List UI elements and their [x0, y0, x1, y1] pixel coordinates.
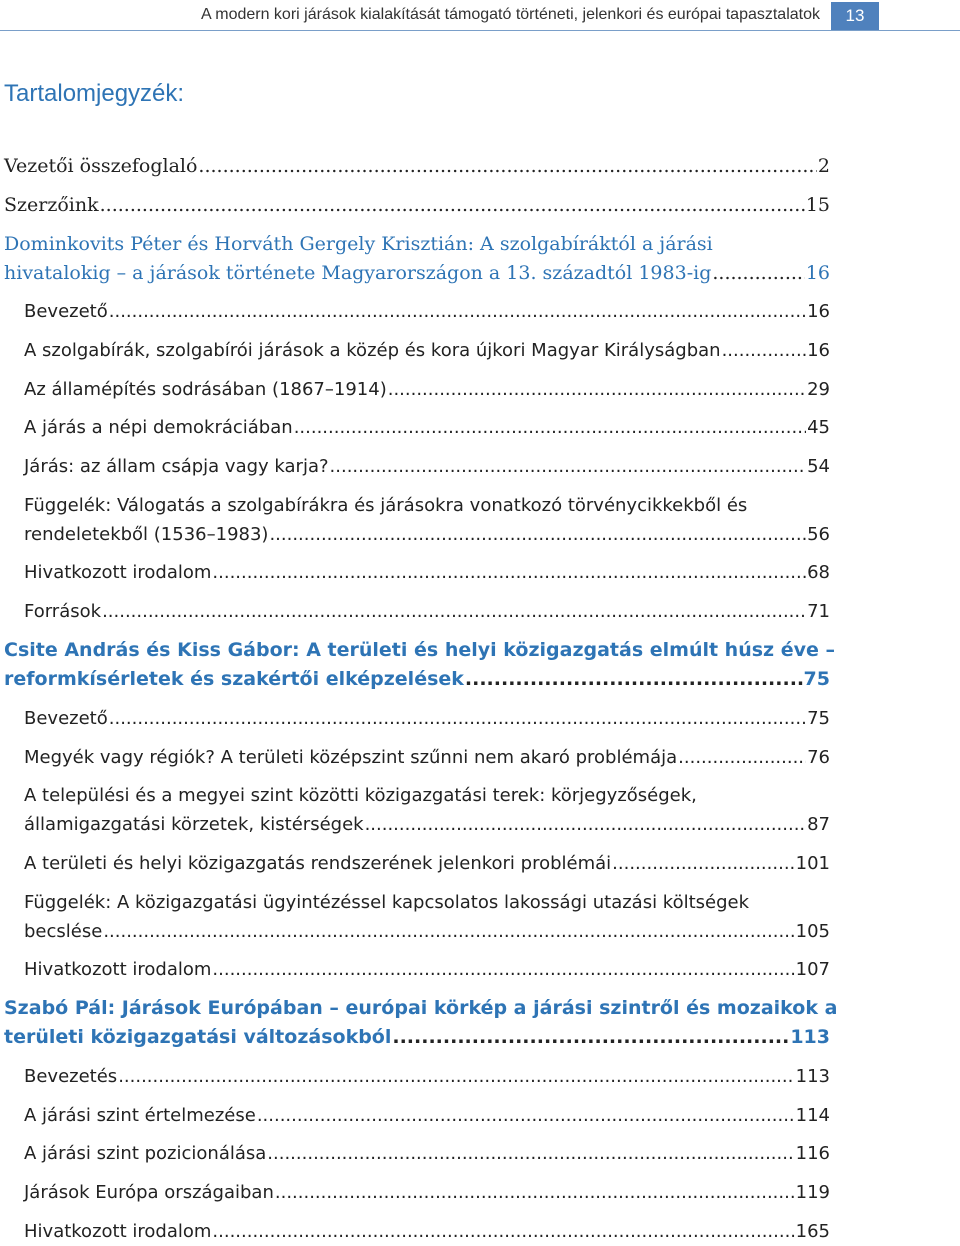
dot-leader	[118, 1062, 794, 1091]
toc-entry[interactable]	[24, 743, 830, 772]
toc-entry[interactable]	[4, 152, 830, 181]
toc-entry[interactable]	[24, 375, 830, 404]
toc-entry-title-line: reformkísérletek és szakértői elképzelések	[4, 668, 464, 690]
dot-leader	[103, 917, 794, 946]
toc-entry-last-line	[4, 665, 830, 694]
dot-leader	[722, 336, 807, 365]
toc-entry[interactable]	[24, 781, 830, 839]
toc-entry-last-line	[24, 1139, 830, 1168]
toc-entry-page-number: 71	[807, 601, 830, 622]
toc-entry[interactable]	[24, 413, 830, 442]
toc-entry[interactable]	[24, 558, 830, 587]
dot-leader	[198, 152, 816, 181]
toc-entry-page-number: 15	[805, 194, 830, 216]
toc-entry-page-number: 68	[807, 562, 830, 583]
toc-entry-last-line	[24, 1101, 830, 1130]
toc-entry-title-line: A területi és helyi közigazgatás rendszerének jelenkori problémái	[24, 853, 612, 874]
toc-entry-title-line: Bevezető	[24, 301, 108, 322]
toc-entry-title-line: Szabó Pál: Járások Európában – európai körkép a járási szintről és mozaikok a	[4, 997, 838, 1019]
toc-entry-last-line	[24, 955, 830, 984]
toc-entry-last-line	[24, 1178, 830, 1207]
toc-entry-title-line: hivatalokig – a járások története Magyarországon a 13. századtól 1983-ig	[4, 262, 712, 284]
toc-entry-title-line: Bevezetés	[24, 1066, 118, 1087]
dot-leader	[257, 1101, 795, 1130]
dot-leader	[109, 297, 806, 326]
toc-entry-title-line: A járás a népi demokráciában	[24, 417, 293, 438]
toc-entry[interactable]	[24, 849, 830, 878]
toc-entry[interactable]	[24, 452, 830, 481]
toc-entry-title-line: Járás: az állam csápja vagy karja?	[24, 456, 329, 477]
toc-entry[interactable]	[4, 994, 838, 1052]
toc-entry-page-number: 56	[807, 524, 830, 545]
toc-entry-page-number: 87	[807, 814, 830, 835]
toc-entry[interactable]	[24, 491, 830, 549]
toc-entry[interactable]	[24, 297, 830, 326]
header-rule	[0, 30, 960, 31]
toc-entry-page-number: 165	[795, 1221, 830, 1242]
toc-entry-last-line	[24, 558, 830, 587]
toc-entry-title-line: A szolgabírák, szolgabírói járások a közép és kora újkori Magyar Királyságban	[24, 340, 721, 361]
toc-entry-page-number: 75	[807, 708, 830, 729]
toc-entry-title-line: Az államépítés sodrásában (1867–1914)	[24, 379, 387, 400]
toc-entry-last-line	[24, 375, 830, 404]
toc-entry-title-line: területi közigazgatási változásokból	[4, 1026, 392, 1048]
toc-entry-page-number: 29	[807, 379, 830, 400]
toc-entry[interactable]	[24, 1139, 830, 1168]
toc-entry-title-line: Hivatkozott irodalom	[24, 562, 212, 583]
toc-entry-last-line	[24, 1062, 830, 1091]
toc-entry[interactable]	[24, 1062, 830, 1091]
toc-entry-last-line	[4, 1023, 830, 1052]
toc-entry[interactable]	[24, 597, 830, 626]
toc-entry-title-line: Megyék vagy régiók? A területi középszint szűnni nem akaró problémája	[24, 747, 678, 768]
toc-entry-title-line: A járási szint pozicionálása	[24, 1143, 267, 1164]
toc-entry-last-line	[24, 336, 830, 365]
dot-leader	[294, 413, 806, 442]
toc-entry-last-line	[4, 191, 830, 220]
toc-entry-page-number: 113	[790, 1026, 830, 1048]
toc-entry-last-line	[24, 917, 830, 946]
toc-entry[interactable]	[4, 191, 830, 220]
toc-entry[interactable]	[24, 1101, 830, 1130]
toc-entry-page-number: 119	[795, 1182, 830, 1203]
toc-entry-title-line: Függelék: A közigazgatási ügyintézéssel kapcsolatos lakossági utazási költségek	[24, 892, 750, 913]
toc-entry-title-line: Bevezető	[24, 708, 108, 729]
dot-leader	[678, 743, 806, 772]
toc-entry-title-line: Hivatkozott irodalom	[24, 959, 212, 980]
toc-entry-last-line	[24, 452, 830, 481]
toc-entry-title-line: Függelék: Válogatás a szolgabírákra és járásokra vonatkozó törvénycikkekből és	[24, 495, 748, 516]
dot-leader	[109, 704, 806, 733]
dot-leader	[365, 810, 807, 839]
toc-entry-last-line	[24, 297, 830, 326]
toc-entry-title-line: Hivatkozott irodalom	[24, 1221, 212, 1242]
toc-entry[interactable]	[24, 888, 830, 946]
toc-entry-page-number: 114	[795, 1105, 830, 1126]
toc-entry-title-line: becslése	[24, 921, 103, 942]
toc-entry[interactable]	[24, 955, 830, 984]
dot-leader	[330, 452, 807, 481]
toc-entry-title-line: rendeletekből (1536–1983)	[24, 524, 269, 545]
toc-entry[interactable]	[24, 1178, 830, 1207]
toc-entry-page-number: 76	[807, 747, 830, 768]
dot-leader	[269, 520, 806, 549]
toc-entry-last-line	[24, 849, 830, 878]
toc-entry[interactable]	[24, 1217, 830, 1246]
toc-entry[interactable]	[24, 704, 830, 733]
toc-entry-title-line: államigazgatási körzetek, kistérségek	[24, 814, 364, 835]
dot-leader	[712, 259, 804, 288]
dot-leader	[392, 1023, 789, 1052]
toc-entry-page-number: 16	[807, 340, 830, 361]
dot-leader	[612, 849, 794, 878]
toc-entry[interactable]	[24, 336, 830, 365]
toc-entry-page-number: 105	[795, 921, 830, 942]
toc-entry-page-number: 45	[807, 417, 830, 438]
toc-entry-page-number: 107	[795, 959, 830, 980]
toc-entry-last-line	[24, 704, 830, 733]
toc-entry-last-line	[4, 259, 830, 288]
dot-leader	[388, 375, 806, 404]
toc-entry-last-line	[24, 520, 830, 549]
toc-entry-title-line: Dominkovits Péter és Horváth Gergely Krisztián: A szolgabíráktól a járási	[4, 233, 713, 255]
toc-entry-title-line: Források	[24, 601, 102, 622]
running-header	[0, 0, 960, 36]
toc-entry-title-line: Szerzőink	[4, 194, 99, 216]
toc-entry-page-number: 2	[817, 155, 830, 177]
dot-leader	[212, 1217, 794, 1246]
dot-leader	[275, 1178, 795, 1207]
toc-entry-title-line: A járási szint értelmezése	[24, 1105, 256, 1126]
toc-entry-last-line	[24, 413, 830, 442]
toc-entry-page-number: 54	[807, 456, 830, 477]
toc-entry-title-line: Járások Európa országaiban	[24, 1182, 274, 1203]
toc-entry-page-number: 101	[795, 853, 830, 874]
dot-leader	[212, 955, 794, 984]
toc-entry-page-number: 75	[803, 668, 830, 690]
toc-entry-last-line	[24, 810, 830, 839]
dot-leader	[100, 191, 805, 220]
toc-entry-page-number: 16	[807, 301, 830, 322]
dot-leader	[267, 1139, 794, 1168]
toc-entry-last-line	[4, 152, 830, 181]
dot-leader	[465, 665, 803, 694]
page-number-badge: 13	[831, 2, 879, 30]
toc-entry-last-line	[24, 1217, 830, 1246]
toc-entry-page-number: 16	[805, 262, 830, 284]
toc-entry-title-line: Vezetői összefoglaló	[4, 155, 198, 177]
toc-entry-page-number: 113	[795, 1066, 830, 1087]
toc-entry-page-number: 116	[795, 1143, 830, 1164]
toc-entry-last-line	[24, 597, 830, 626]
toc-entry-last-line	[24, 743, 830, 772]
dot-leader	[212, 558, 806, 587]
dot-leader	[102, 597, 806, 626]
toc-entry-title-line: A települési és a megyei szint közötti közigazgatási terek: körjegyzőségek,	[24, 785, 697, 806]
toc-entry-title-line: Csite András és Kiss Gábor: A területi és helyi közigazgatás elmúlt húsz éve –	[4, 639, 835, 661]
running-header-title: A modern kori járások kialakítását támogató történeti, jelenkori és európai tapasztalatok	[201, 6, 820, 23]
toc-entry[interactable]	[4, 230, 830, 288]
toc-entry[interactable]	[4, 636, 835, 694]
toc-title: Tartalomjegyzék:	[4, 80, 185, 107]
